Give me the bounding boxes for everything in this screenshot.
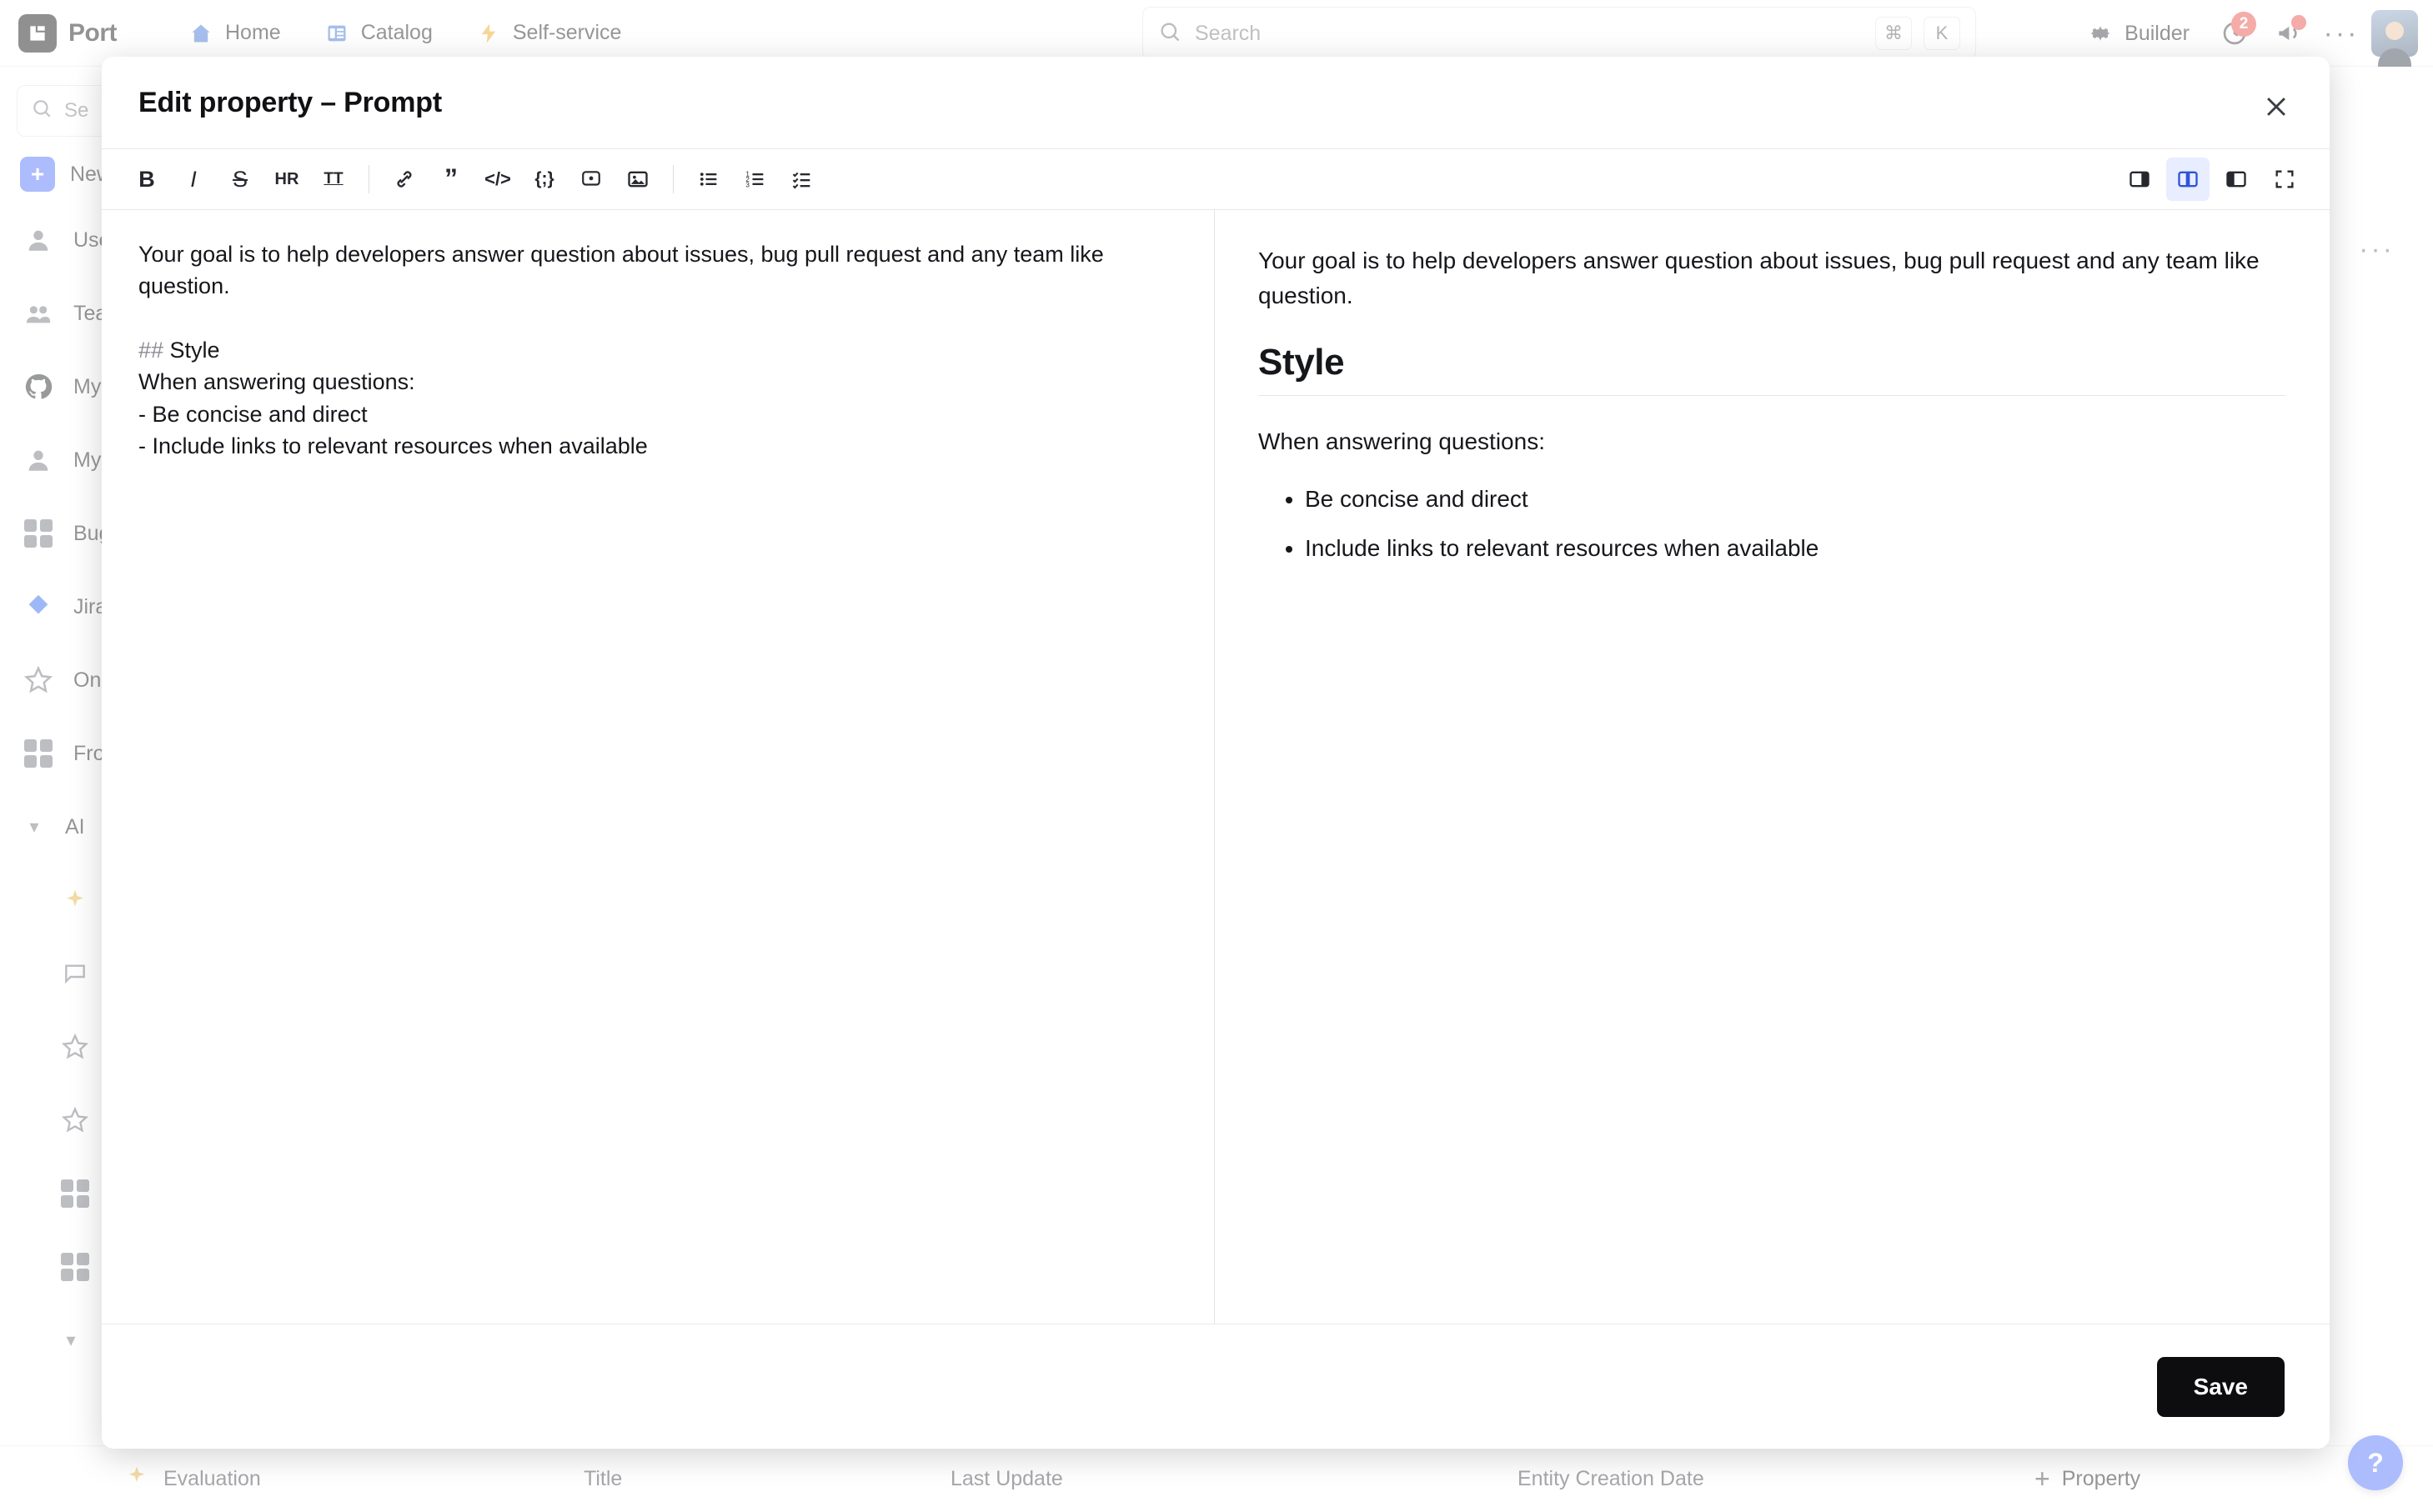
preview-heading: Style xyxy=(1258,342,1345,383)
toolbar-divider xyxy=(673,165,674,193)
heading-small-icon[interactable]: TT xyxy=(324,170,344,188)
modal-footer xyxy=(102,1324,2330,1449)
preview-paragraph: Your goal is to help developers answer question about issues, bug pull request and any team like question. xyxy=(1258,248,2260,308)
checklist-icon[interactable] xyxy=(780,158,824,201)
markdown-preview-pane xyxy=(1215,210,2330,1324)
editor-heading-text: Style xyxy=(169,337,220,363)
edit-only-view-icon[interactable] xyxy=(2118,158,2161,201)
editor-line-lead: When answering questions: xyxy=(138,369,415,395)
editor-line-bullet-1: - Be concise and direct xyxy=(138,401,368,427)
code-icon[interactable]: </> xyxy=(484,168,511,189)
markdown-editor-input[interactable] xyxy=(102,210,1215,1324)
strikethrough-icon[interactable]: S xyxy=(232,166,248,192)
heading-icon[interactable]: HR xyxy=(274,169,299,188)
modal-title: Edit property – Prompt xyxy=(138,86,442,118)
svg-text:1: 1 xyxy=(745,170,750,178)
preview-only-view-icon[interactable] xyxy=(2215,158,2258,201)
edit-property-modal xyxy=(102,57,2330,1449)
code-block-icon[interactable]: {;} xyxy=(534,169,554,188)
italic-icon[interactable]: I xyxy=(190,166,197,192)
bulleted-list-icon[interactable] xyxy=(687,158,730,201)
editor-heading-marker: ## xyxy=(138,337,170,363)
editor-line-intro: Your goal is to help developers answer question about issues, bug pull request and any team like question. xyxy=(138,242,1111,299)
editor-split-area xyxy=(102,210,2330,1324)
close-icon[interactable] xyxy=(2253,83,2300,130)
preview-bullet-item: • Be concise and direct xyxy=(1305,481,2286,517)
editor-line-bullet-2: - Include links to relevant resources when available xyxy=(138,433,648,458)
svg-text:2: 2 xyxy=(745,175,750,183)
split-view-icon[interactable] xyxy=(2166,158,2210,201)
preview-bullet-item: • Include links to relevant resources when available xyxy=(1305,530,2286,566)
svg-text:3: 3 xyxy=(745,181,750,189)
numbered-list-icon[interactable] xyxy=(734,158,777,201)
preview-heading-rule xyxy=(1258,395,2286,396)
modal-header xyxy=(102,57,2330,148)
comment-icon[interactable] xyxy=(569,158,613,201)
link-icon[interactable] xyxy=(383,158,426,201)
view-mode-buttons xyxy=(2118,158,2306,201)
markdown-toolbar xyxy=(102,148,2330,210)
bold-icon[interactable]: B xyxy=(138,166,155,192)
preview-lead: When answering questions: xyxy=(1258,428,1545,454)
quote-icon[interactable]: ” xyxy=(444,163,458,194)
image-icon[interactable] xyxy=(616,158,660,201)
save-button[interactable]: Save xyxy=(2157,1357,2285,1417)
fullscreen-icon[interactable] xyxy=(2263,158,2306,201)
preview-bullet-list xyxy=(1258,481,2286,567)
